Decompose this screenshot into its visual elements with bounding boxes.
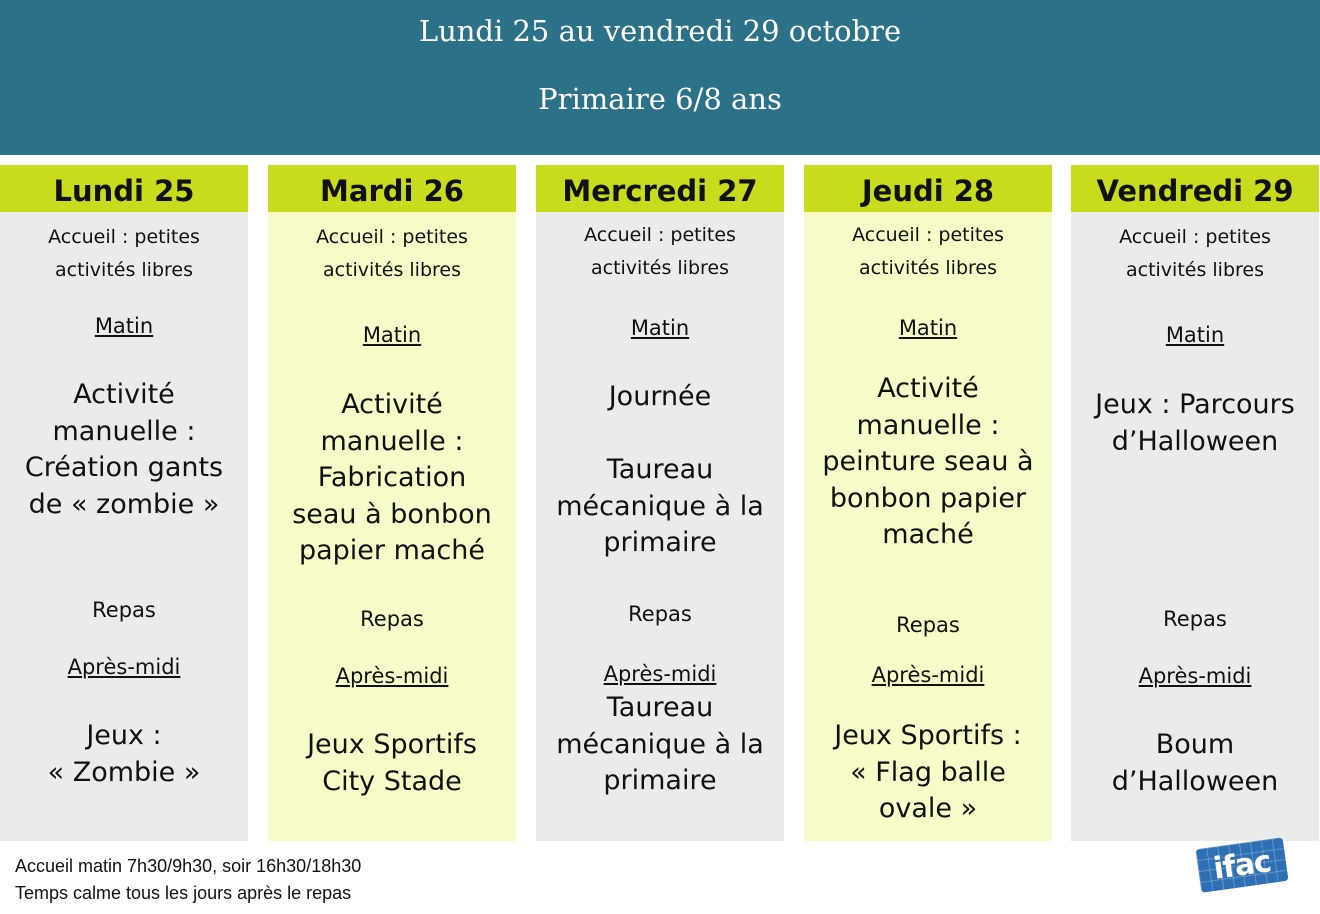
footer-line-hours: Accueil matin 7h30/9h30, soir 16h30/18h30 (15, 856, 362, 876)
apres-midi-activity: Jeux : « Zombie » (47, 720, 201, 788)
matin-activity: Activité manuelle : Création gants de « zombie » (24, 379, 224, 520)
matin-label: Matin (898, 316, 958, 340)
day-title: Jeudi 28 (804, 165, 1052, 212)
day-column-jeudi (804, 165, 1052, 841)
day-column-vendredi (1071, 165, 1319, 841)
day-title: Mercredi 27 (536, 165, 784, 212)
repas-label: Repas (1163, 607, 1227, 631)
apres-midi-label: Après-midi (67, 655, 181, 679)
repas-label: Repas (360, 607, 424, 631)
apres-midi-label: Après-midi (871, 663, 985, 687)
footer-line-quiet-time: Temps calme tous les jours après le repas (15, 883, 352, 903)
matin-activity: Jeux : Parcours d’Halloween (1095, 389, 1295, 457)
accueil-text: Accueil : petites activités libres (1119, 226, 1271, 281)
ifac-logo (1195, 837, 1288, 893)
accueil-text: Accueil : petites activités libres (852, 224, 1004, 279)
header-title: Lundi 25 au vendredi 29 octobre (418, 14, 902, 48)
repas-label: Repas (628, 602, 692, 626)
header-subtitle: Primaire 6/8 ans (538, 82, 782, 116)
matin-activity: Activité manuelle : peinture seau à bonbon papier maché (822, 373, 1034, 550)
matin-activity: Activité manuelle : Fabrication seau à bonbon papier maché (292, 389, 492, 566)
accueil-text: Accueil : petites activités libres (584, 224, 736, 279)
day-title: Lundi 25 (0, 165, 248, 212)
day-column-mercredi (536, 165, 784, 841)
apres-midi-label: Après-midi (1138, 664, 1252, 688)
page-header (0, 0, 1320, 155)
matin-activity: Journée Taureau mécanique à la primaire (556, 381, 764, 558)
apres-midi-label: Après-midi (603, 662, 717, 686)
day-title: Vendredi 29 (1071, 165, 1319, 212)
day-column-mardi (268, 165, 516, 841)
day-column-lundi (0, 165, 248, 841)
apres-midi-activity: Jeux Sportifs City Stade (307, 729, 477, 797)
accueil-text: Accueil : petites activités libres (316, 226, 468, 281)
logo-text: ifac (1211, 843, 1273, 887)
matin-label: Matin (630, 316, 690, 340)
apres-midi-label: Après-midi (335, 664, 449, 688)
matin-label: Matin (1165, 323, 1225, 347)
matin-label: Matin (362, 323, 422, 347)
apres-midi-activity: Taureau mécanique à la primaire (556, 692, 764, 796)
apres-midi-activity: Jeux Sportifs : « Flag balle ovale » (834, 720, 1022, 824)
day-title: Mardi 26 (268, 165, 516, 212)
accueil-text: Accueil : petites activités libres (48, 226, 200, 281)
repas-label: Repas (896, 613, 960, 637)
apres-midi-activity: Boum d’Halloween (1111, 729, 1279, 797)
repas-label: Repas (92, 598, 156, 622)
matin-label: Matin (94, 314, 154, 338)
